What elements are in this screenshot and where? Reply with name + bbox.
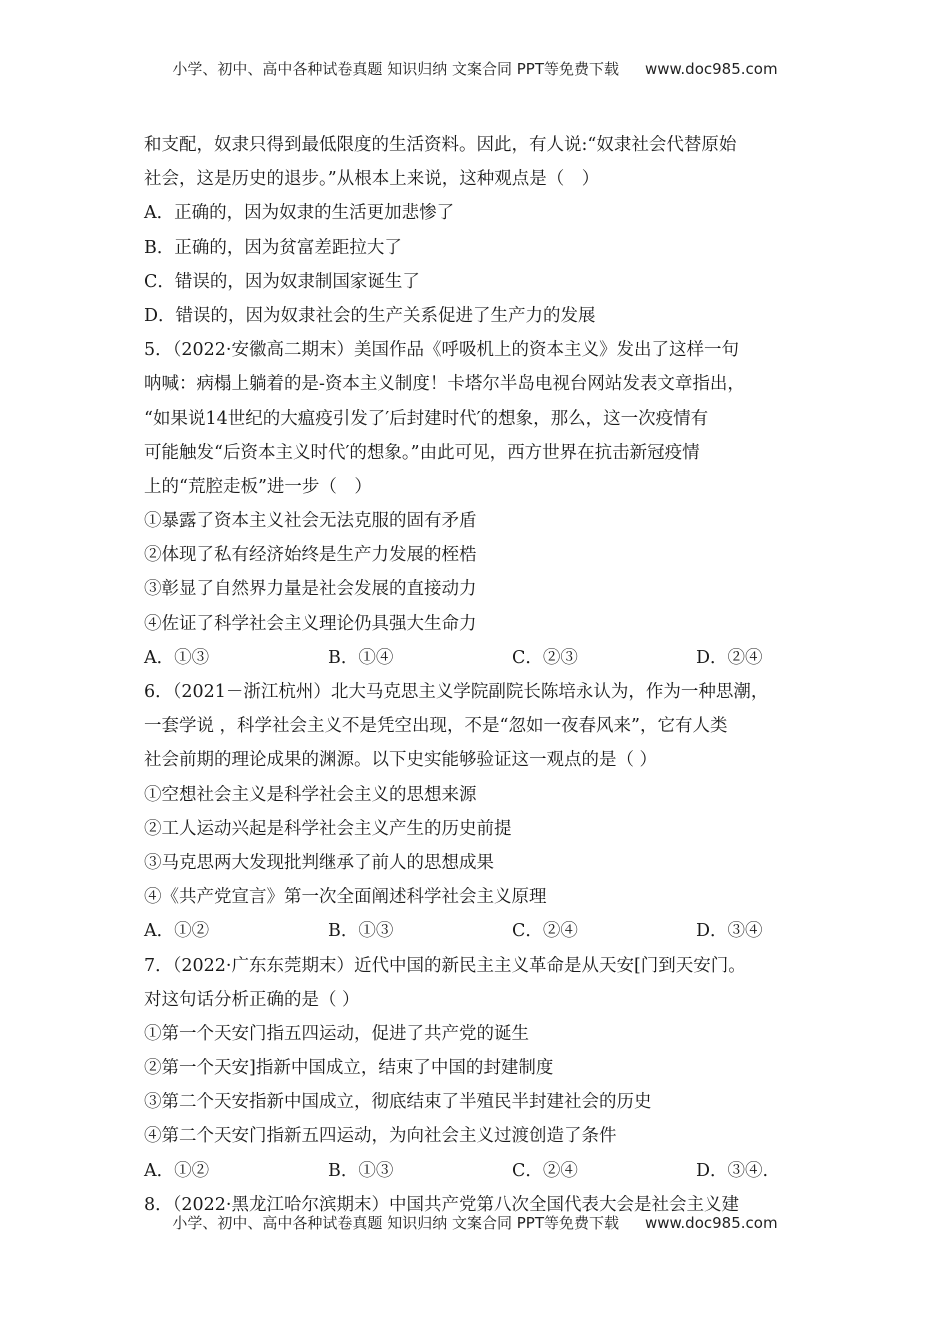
question-text: 对这句话分析正确的是（ ） [144,989,360,1010]
question-text: 6．（2021－浙江杭州）北大马克思主义学院副院长陈培永认为，作为一种思潮， [144,682,769,702]
option-b: B．①③ [328,1160,394,1181]
page-footer [0,1212,950,1233]
option-d: D．②④ [696,647,763,668]
answer-options [144,914,824,948]
statement-item: ①空想社会主义是科学社会主义的思想来源 [144,784,477,805]
option-a: A．正确的，因为奴隶的生活更加悲惨了 [144,203,455,224]
option-c: C．②④ [512,921,578,942]
header-site-link[interactable]: www.doc985.com [644,60,778,78]
question-text: 7．（2022·广东东莞期末）近代中国的新民主主义革命是从天安[门到天安门。 [144,955,746,976]
statement-item: ④佐证了科学社会主义理论仍具强大生命力 [144,613,477,634]
question-5 [144,333,824,675]
option-c: C．②④ [512,1160,578,1181]
header-text: 小学、初中、高中各种试卷真题 知识归纳 文案合同 PPT等免费下载 [172,60,619,78]
answer-options [144,1154,824,1188]
footer-site-link[interactable]: www.doc985.com [644,1214,778,1232]
statement-item: ④第二个天安门指新五四运动，为向社会主义过渡创造了条件 [144,1126,617,1147]
option-d: D．③④. [696,1160,769,1181]
statement-item: ①暴露了资本主义社会无法克服的固有矛盾 [144,511,477,532]
statement-item: ③马克思两大发现批判继承了前人的思想成果 [144,852,494,873]
option-b: B．①③ [328,921,394,942]
option-a: A．①② [144,921,210,942]
option-d: D．③④ [696,921,763,942]
question-text: 社会，这是历史的退步。”从根本上来说，这种观点是（ ） [144,169,600,190]
question-text: 一套学说 ，科学社会主义不是凭空出现，不是“忽如一夜春风来”，它有人类 [144,716,728,737]
question-text: “如果说14世纪的大瘟疫引发了′后封建时代′的想象，那么，这一次疫情有 [144,408,709,429]
statement-item: ①第一个天安门指五四运动，促进了共产党的诞生 [144,1023,529,1044]
exam-content [144,128,824,1222]
question-4-continued [144,128,824,333]
statement-item: ②工人运动兴起是科学社会主义产生的历史前提 [144,818,512,839]
question-text: 8．（2022·黑龙江哈尔滨期末）中国共产党第八次全国代表大会是社会主义建 [144,1194,739,1215]
question-text: 可能触发“后资本主义时代′的想象。”由此可见，西方世界在抗击新冠疫情 [144,442,700,463]
option-d: D．错误的，因为奴隶社会的生产关系促进了生产力的发展 [144,305,596,326]
question-text: 5．（2022·安徽高二期末）美国作品《呼吸机上的资本主义》发出了这样一句 [144,340,739,361]
option-b: B．正确的，因为贫富差距拉大了 [144,237,402,258]
statement-item: ④《共产党宣言》第一次全面阐述科学社会主义原理 [144,887,547,908]
footer-text: 小学、初中、高中各种试卷真题 知识归纳 文案合同 PPT等免费下载 [172,1214,619,1232]
answer-options [144,641,824,675]
statement-item: ③彰显了自然界力量是社会发展的直接动力 [144,579,477,600]
question-text: 上的“荒腔走板”进一步（ ） [144,476,372,497]
option-c: C．②③ [512,647,578,668]
option-b: B．①④ [328,647,394,668]
option-a: A．①③ [144,647,210,668]
option-a: A．①② [144,1160,210,1181]
question-text: 和支配，奴隶只得到最低限度的生活资料。因此，有人说:“奴隶社会代替原始 [144,135,737,155]
question-6 [144,675,824,949]
question-7 [144,949,824,1188]
option-c: C．错误的，因为奴隶制国家诞生了 [144,271,420,292]
question-text: 呐喊：病榻上躺着的是-资本主义制度！卡塔尔半岛电视台网站发表文章指出， [144,374,745,395]
question-text: 社会前期的理论成果的渊源。以下史实能够验证这一观点的是（ ） [144,750,658,771]
statement-item: ②体现了私有经济始终是生产力发展的桎梏 [144,545,477,566]
statement-item: ②第一个天安]指新中国成立，结束了中国的封建制度 [144,1058,554,1079]
statement-item: ③第二个天安指新中国成立，彻底结束了半殖民半封建社会的历史 [144,1092,652,1113]
page-header [0,58,950,79]
